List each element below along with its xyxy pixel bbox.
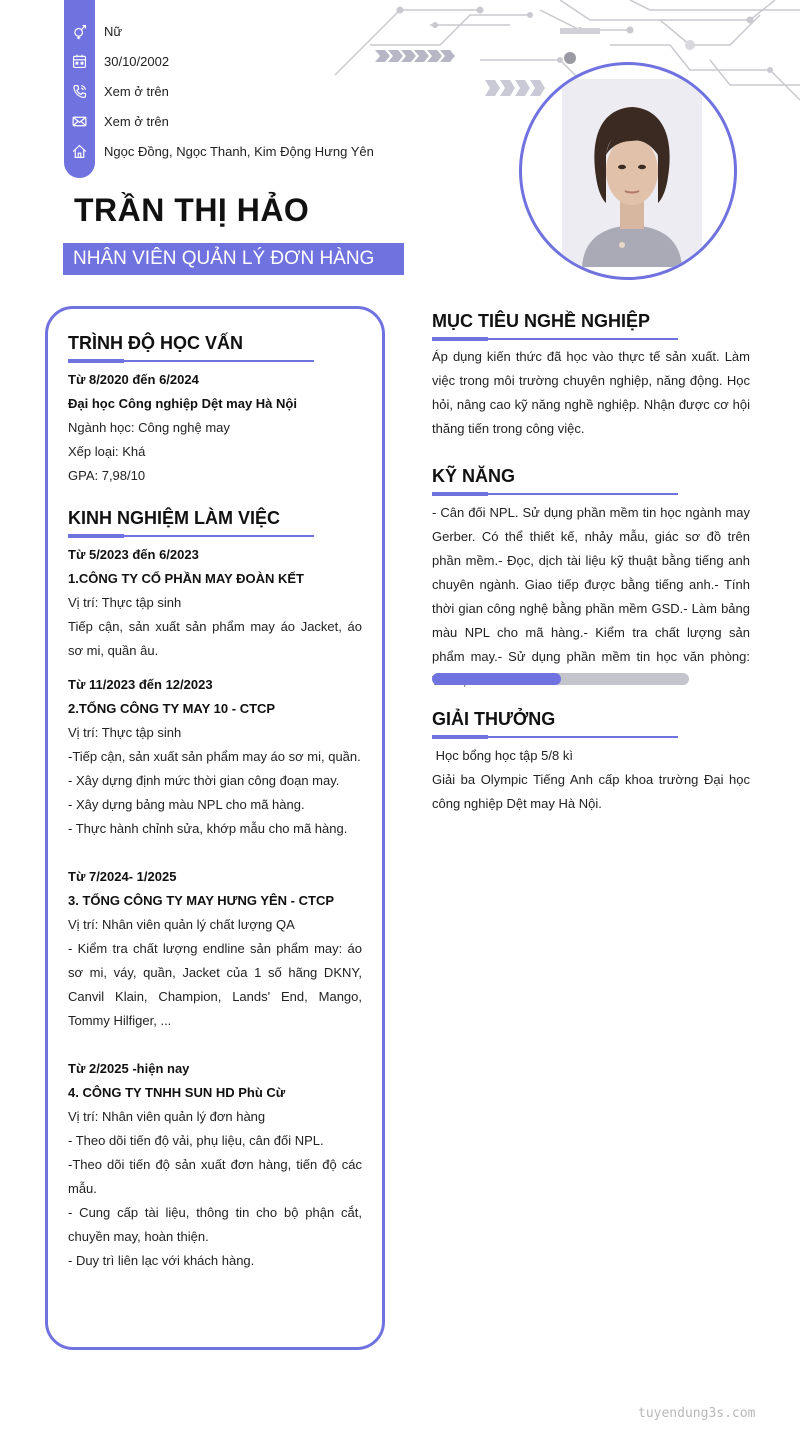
job-period: Từ 11/2023 đến 12/2023 <box>68 677 213 692</box>
contact-gender <box>64 16 122 46</box>
job-task: - Xây dựng định mức thời gian công đoạn may. <box>68 773 340 788</box>
phone-text: Xem ở trên <box>104 83 169 99</box>
contact-birthdate <box>64 46 169 76</box>
profile-photo <box>562 79 702 267</box>
job-task: -Tiếp cận, sản xuất sản phẩm may áo sơ mi, quần. <box>68 749 361 764</box>
calendar-icon <box>64 46 95 76</box>
education-title-underline <box>68 360 314 362</box>
job-task: - Theo dõi tiến độ vải, phụ liệu, cân đối NPL. <box>68 1133 324 1148</box>
skill-level-bar <box>432 673 689 685</box>
experience-title: KINH NGHIỆM LÀM VIỆC <box>68 508 281 528</box>
education-major: Ngành học: Công nghệ may <box>68 420 230 435</box>
candidate-name: TRẦN THỊ HẢO <box>74 192 310 228</box>
contact-email <box>64 106 169 136</box>
job-task: - Duy trì liên lạc với khách hàng. <box>68 1253 255 1268</box>
award-item: Học bổng học tập 5/8 kì <box>432 748 573 763</box>
home-icon <box>64 136 95 166</box>
awards-title: GIẢI THƯỞNG <box>432 709 556 729</box>
job-position: Vị trí: Thực tập sinh <box>68 595 182 610</box>
job-title-banner: NHÂN VIÊN QUẢN LÝ ĐƠN HÀNG <box>63 243 404 275</box>
job-task: - Cung cấp tài liệu, thông tin cho bộ phận cắt, chuyền may, hoàn thiện. <box>68 1205 362 1244</box>
job-company: 1.CÔNG TY CỔ PHẦN MAY ĐOÀN KẾT <box>68 571 304 586</box>
job-description: Tiếp cận, sản xuất sản phẩm may áo Jacket, áo sơ mi, quần âu. <box>68 619 362 658</box>
job-position: Vị trí: Nhân viên quản lý chất lượng QA <box>68 917 295 932</box>
experience-title-underline <box>68 535 314 537</box>
job-company: 3. TỔNG CÔNG TY MAY HƯNG YÊN - CTCP <box>68 893 335 908</box>
job-task: -Theo dõi tiến độ sản xuất đơn hàng, tiến độ các mẫu. <box>68 1157 362 1196</box>
job-description: - Kiểm tra chất lượng endline sản phẩm may: áo sơ mi, váy, quần, Jacket của 1 số hãng DKNY, Canvil Klain, Champion, Lands' End, Mango, Tommy Hilfiger, ... <box>68 941 362 1028</box>
job-task: - Thực hành chỉnh sửa, khớp mẫu cho mã hàng. <box>68 821 348 836</box>
job-task: - Xây dựng bảng màu NPL cho mã hàng. <box>68 797 305 812</box>
profile-photo-frame <box>519 62 737 280</box>
objective-title: MỤC TIÊU NGHỀ NGHIỆP <box>432 311 651 331</box>
skill-level-fill <box>432 673 561 685</box>
education-gpa: GPA: 7,98/10 <box>68 468 146 483</box>
address-text: Ngọc Đồng, Ngọc Thanh, Kim Động Hưng Yên <box>104 143 374 159</box>
skills-text: - Cân đối NPL. Sử dụng phần mềm tin học ngành may Gerber. Có thể thiết kế, nhảy mẫu, giác sơ đồ trên phần mềm.- Đọc, dịch tài liệu kỹ thuật bằng tiếng anh chuyên ngành. Giao tiếp được bằng tiếng anh.- Tính thời gian công nghệ bằng phần mềm GSD.- Làm bảng màu NPL cho mã hàng.- Kiểm tra chất lượng sản phẩm may.- Sử dụng phần mềm tin học văn phòng: <box>432 505 750 664</box>
watermark: tuyendung3s.com <box>638 1406 756 1421</box>
gender-icon <box>64 16 95 46</box>
skills-title-underline <box>432 493 678 495</box>
envelope-icon <box>64 106 95 136</box>
job-period: Từ 2/2025 -hiện nay <box>68 1061 190 1076</box>
job-company: 4. CÔNG TY TNHH SUN HD Phù Cừ <box>68 1085 286 1100</box>
job-period: Từ 7/2024- 1/2025 <box>68 869 177 884</box>
job-position: Vị trí: Nhân viên quản lý đơn hàng <box>68 1109 266 1124</box>
award-item: Giải ba Olympic Tiếng Anh cấp khoa trường Đại học công nghiệp Dệt may Hà Nội. <box>432 772 750 811</box>
gender-text: Nữ <box>104 23 123 39</box>
education-rank: Xếp loại: Khá <box>68 444 146 459</box>
education-school: Đại học Công nghiệp Dệt may Hà Nội <box>68 396 297 411</box>
job-position: Vị trí: Thực tập sinh <box>68 725 182 740</box>
phone-icon <box>64 76 95 106</box>
awards-title-underline <box>432 736 678 738</box>
education-period: Từ 8/2020 đến 6/2024 <box>68 372 199 387</box>
skills-title: KỸ NĂNG <box>432 466 516 486</box>
job-company: 2.TỔNG CÔNG TY MAY 10 - CTCP <box>68 701 276 716</box>
email-text: Xem ở trên <box>104 113 169 129</box>
birthdate-text: 30/10/2002 <box>104 53 170 69</box>
objective-text: Áp dụng kiến thức đã học vào thực tế sản xuất. Làm việc trong môi trường chuyên nghiệp, năng động. Học hỏi, nâng cao kỹ năng nghề nghiệp. Nhận được cơ hội thăng tiến trong công việc. <box>432 349 750 436</box>
objective-title-underline <box>432 338 678 340</box>
contact-phone <box>64 76 169 106</box>
education-title: TRÌNH ĐỘ HỌC VẤN <box>68 333 243 353</box>
contact-address <box>64 136 374 166</box>
job-period: Từ 5/2023 đến 6/2023 <box>68 547 199 562</box>
